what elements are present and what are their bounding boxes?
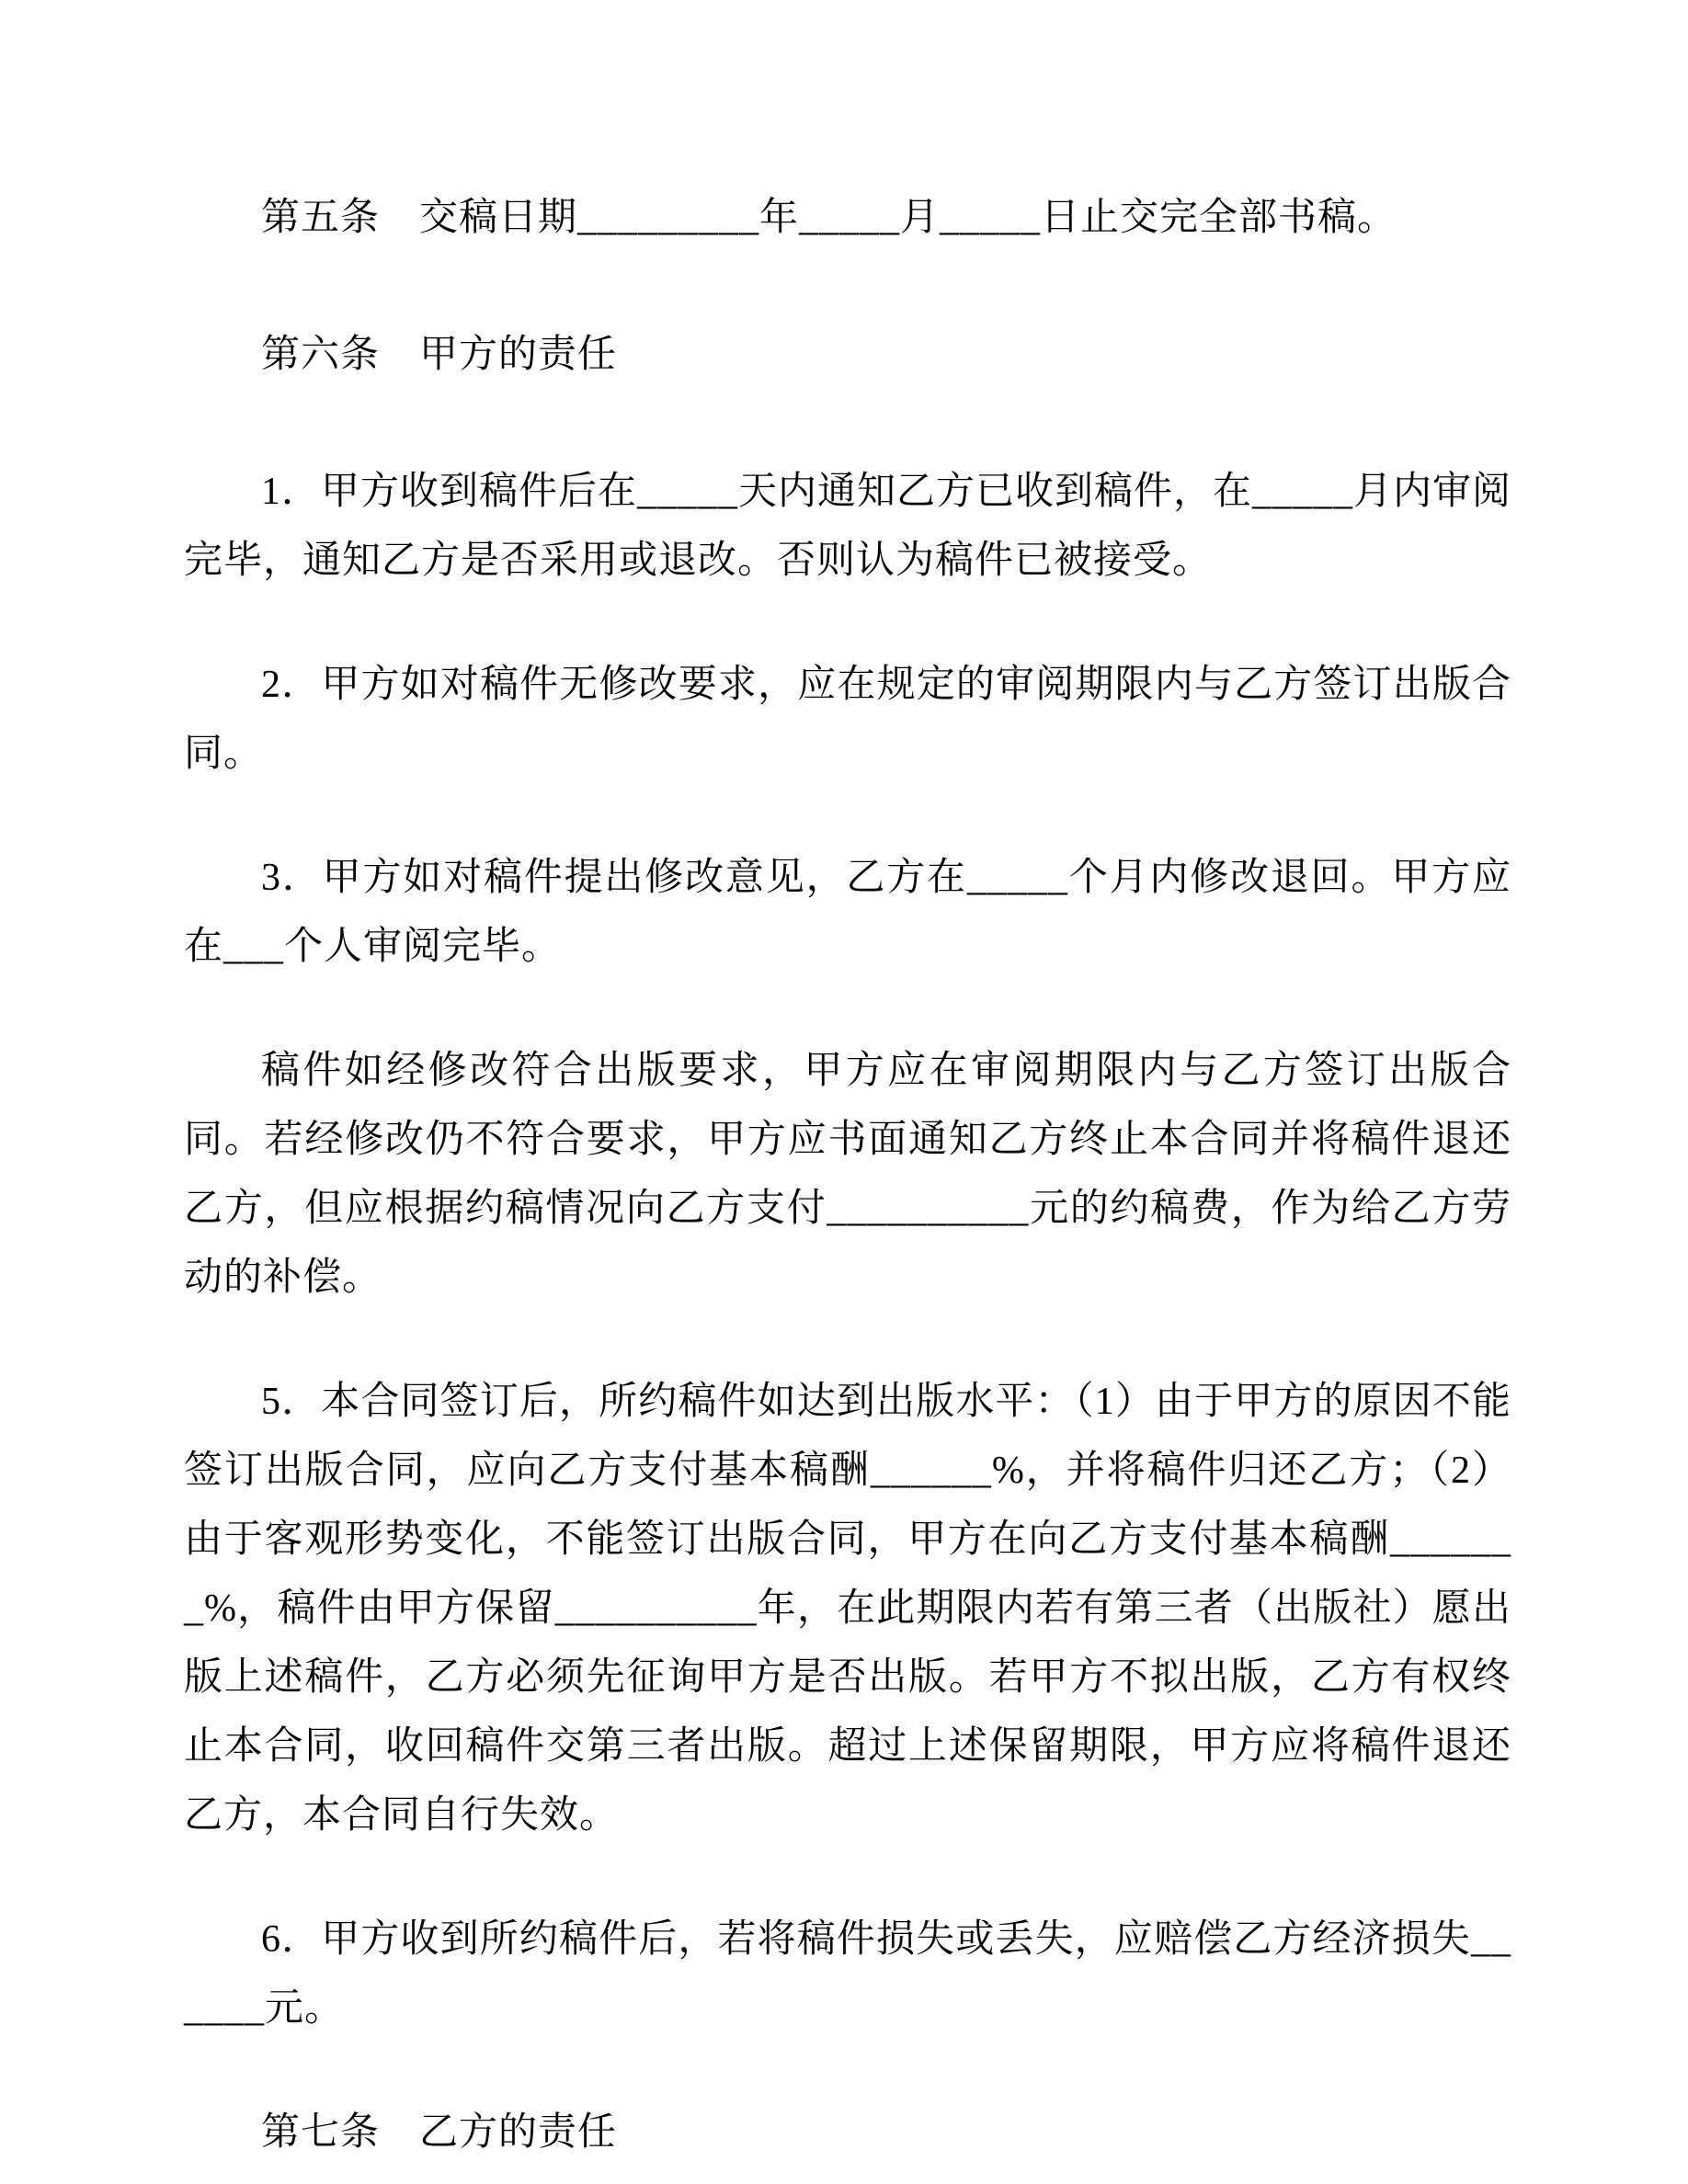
article-6-clause-1: 1．甲方收到稿件后在_____天内通知乙方已收到稿件，在_____月内审阅完毕，通知乙方是否采用或退改。否则认为稿件已被接受。 [184,471,1512,582]
article-7-heading-party-b-responsibilities: 第七条 乙方的责任 [261,2111,618,2154]
article-6-clause-2: 2．甲方如对稿件无修改要求，应在规定的审阅期限内与乙方签订出版合同。 [184,664,1511,775]
article-6-heading-party-a-responsibilities: 第六条 甲方的责任 [261,334,618,376]
article-5-heading-delivery-date: 第五条 交稿日期_________年_____月_____日止交完全部书稿。 [261,197,1397,239]
article-6-clause-5: 5．本合同签订后，所约稿件如达到出版水平：（1）由于甲方的原因不能签订出版合同，应向乙方支付基本稿酬______%，并将稿件归还乙方；（2）由于客观形势变化，不能签订出版合同，甲方在向乙方支付基本稿酬_______%，稿件由甲方保留__________年，在此期限内若有第三者（出版社）愿出版上述稿件，乙方必须先征询甲方是否出版。若甲方不拟出版，乙方有权终止本合同，收回稿件交第三者出版。超过上述保留期限，甲方应将稿件退还乙方，本合同自行失效。 [184,1381,1511,1837]
article-6-clause-6: 6．甲方收到所约稿件后，若将稿件损失或丢失，应赔偿乙方经济损失______元。 [184,1918,1511,2030]
article-6-clause-4-revision-terms: 稿件如经修改符合出版要求，甲方应在审阅期限内与乙方签订出版合同。若经修改仍不符合要求，甲方应书面通知乙方终止本合同并将稿件退还乙方，但应根据约稿情况向乙方支付__________元的约稿费，作为给乙方劳动的补偿。 [184,1050,1511,1299]
article-6-clause-3: 3．甲方如对稿件提出修改意见，乙方在_____个月内修改退回。甲方应在___个人审阅完毕。 [184,857,1511,968]
